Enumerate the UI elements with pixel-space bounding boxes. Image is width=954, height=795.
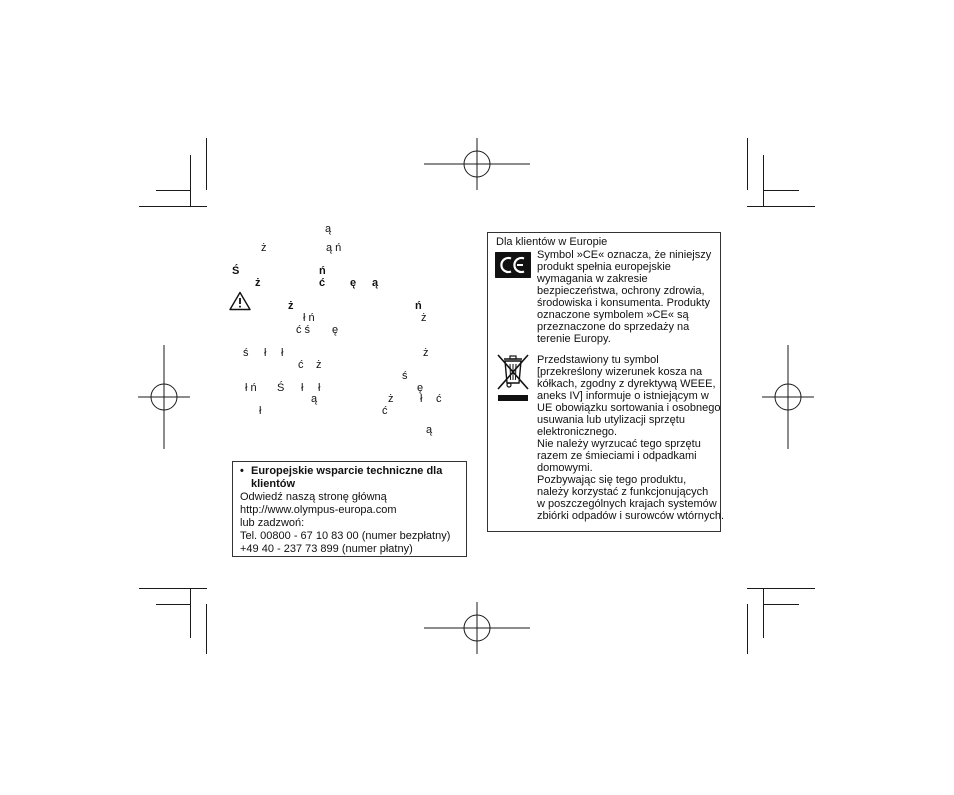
text-fragment: Ś <box>232 265 240 277</box>
text-line: UE obowiązku sortowania i osobnego <box>537 402 721 414</box>
text-fragment: ć <box>436 393 442 405</box>
text-line: [przekreślony wizerunek kosza na <box>537 366 703 378</box>
text-line: zbiórki odpadów i surowców wtórnych. <box>537 510 725 522</box>
text-fragment: ń <box>415 300 422 312</box>
text-line: razem ze śmieciami i odpadkami <box>537 450 697 462</box>
text-fragment: ł <box>259 405 262 417</box>
text-line: przeznaczone do sprzedaży na <box>537 321 690 333</box>
text-line: elektronicznego. <box>537 426 618 438</box>
support-line: lub zadzwoń: <box>240 517 305 529</box>
support-heading <box>240 465 466 491</box>
crop-mark <box>190 588 191 638</box>
text-line: domowymi. <box>537 462 593 474</box>
text-fragment: ń <box>319 265 326 277</box>
crossed-bin-icon <box>495 353 531 407</box>
text-line: Nie należy wyrzucać tego sprzętu <box>537 438 701 450</box>
text-fragment: ą <box>372 277 379 289</box>
text-fragment: Ś <box>277 382 285 394</box>
text-fragment: ć ś <box>296 324 311 336</box>
text-line: Przedstawiony tu symbol <box>537 354 659 366</box>
support-heading-line: Europejskie wsparcie techniczne dla <box>251 465 443 477</box>
text-line: w poszczególnych krajach systemów <box>537 498 717 510</box>
eu-notice-title: Dla klientów w Europie <box>496 236 608 248</box>
crop-mark <box>206 604 207 654</box>
text-fragment: ę <box>332 324 339 336</box>
crop-mark <box>747 138 748 190</box>
text-fragment: ł <box>301 382 304 394</box>
text-fragment: ą <box>325 223 332 235</box>
crop-mark <box>190 155 191 207</box>
text-line: bezpieczeństwa, ochrony zdrowia, <box>537 285 705 297</box>
text-fragment: ł <box>420 393 423 405</box>
text-line: Symbol »CE« oznacza, że niniejszy <box>537 249 712 261</box>
crop-mark <box>763 155 764 207</box>
crop-mark <box>747 206 815 207</box>
bullet: • <box>240 465 244 477</box>
text-fragment: ż <box>261 242 267 254</box>
text-fragment: ć <box>298 359 304 371</box>
text-fragment: ł ń <box>303 312 315 324</box>
text-fragment: ż <box>388 393 394 405</box>
registration-mark-icon <box>424 602 530 654</box>
text-fragment: ć <box>319 277 326 289</box>
text-fragment: ż <box>423 347 429 359</box>
crop-mark <box>747 588 815 589</box>
text-fragment: ć <box>382 405 388 417</box>
text-fragment: ł <box>281 347 284 359</box>
support-url: http://www.olympus-europa.com <box>240 504 397 516</box>
text-fragment: ę <box>350 277 357 289</box>
text-fragment: ą ń <box>326 242 342 254</box>
text-line: oznaczone symbolem »CE« są <box>537 309 689 321</box>
text-fragment: ł ń <box>245 382 257 394</box>
text-fragment: ż <box>288 300 294 312</box>
text-fragment: ż <box>316 359 322 371</box>
text-fragment: ś <box>402 370 408 382</box>
text-fragment: ł <box>318 382 321 394</box>
text-fragment: ą <box>311 393 318 405</box>
crop-mark <box>156 190 190 191</box>
ce-description <box>537 249 719 345</box>
support-line: Odwiedź naszą stronę główną <box>240 491 387 503</box>
crop-mark <box>156 604 190 605</box>
text-fragment: ą <box>426 424 433 436</box>
crop-mark <box>139 206 207 207</box>
crop-mark <box>763 190 799 191</box>
registration-mark-icon <box>762 345 814 449</box>
text-fragment: ż <box>255 277 261 289</box>
text-line: usuwania lub utylizacji sprzętu <box>537 414 685 426</box>
support-box <box>232 461 467 557</box>
crop-mark <box>747 604 748 654</box>
registration-mark-icon <box>424 138 530 190</box>
text-line: środowiska i konsumenta. Produkty <box>537 297 711 309</box>
text-fragment: ę <box>417 382 424 394</box>
text-fragment: ż <box>421 312 427 324</box>
support-heading-line: klientów <box>251 478 296 490</box>
registration-mark-icon <box>138 345 190 449</box>
support-phone-paid: +49 40 - 237 73 899 (numer płatny) <box>240 543 413 555</box>
ce-mark-icon <box>495 252 531 278</box>
text-line: terenie Europy. <box>537 333 611 345</box>
support-phone-free: Tel. 00800 - 67 10 83 00 (numer bezpłatny) <box>240 530 451 542</box>
crop-mark <box>139 588 207 589</box>
crop-mark <box>206 138 207 190</box>
text-line: aneks IV] informuje o istniejącym w <box>537 390 709 402</box>
text-line: produkt spełnia europejskie <box>537 261 671 273</box>
text-line: wymagania w zakresie <box>537 273 648 285</box>
text-line: Pozbywając się tego produktu, <box>537 474 687 486</box>
text-line: kółkach, zgodny z dyrektywą WEEE, <box>537 378 716 390</box>
eu-notice-box <box>487 232 725 532</box>
weee-description <box>537 354 725 522</box>
text-fragment: ł <box>264 347 267 359</box>
warning-triangle-icon <box>229 291 251 311</box>
text-fragment: ś <box>243 347 249 359</box>
text-line: należy korzystać z funkcjonujących <box>537 486 709 498</box>
crop-mark <box>763 588 764 638</box>
crop-mark <box>763 604 799 605</box>
